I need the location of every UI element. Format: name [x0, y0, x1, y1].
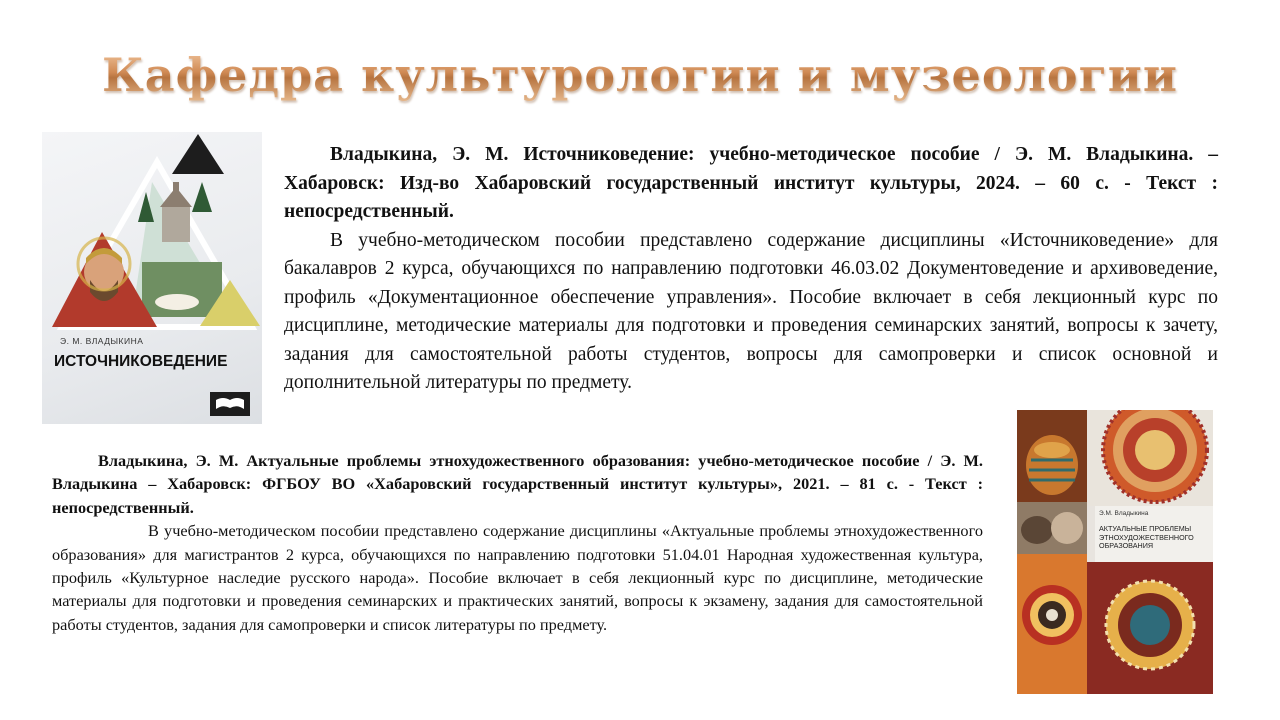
book2-citation: Владыкина, Э. М. Актуальные проблемы этнохудожественного образования: учебно-методическое пособие / Э. М. Владыкина – Хабаровск: ФГБОУ ВО «Хабаровский государственный институт культуры», 2021. – 81 с. - Текст : непосредственный. — [52, 451, 983, 517]
book2-description: В учебно-методическом пособии представлено содержание дисциплины «Актуальные проблемы этнохудожественного образования» для магистрантов 2 курса, обучающихся по направлению подготовки 51.04.01 Народная художественная культура, профиль «Культурное наследие русского народа». Пособие включает в себя лекционный курс по дисциплине, методические материалы для подготовки и проведения семинарских и практических занятий, вопросы к экзамену, задания для самостоятельной работы студентов, задания для самопроверки и список литературы по предмету. — [52, 521, 983, 634]
cover-title: ИСТОЧНИКОВЕДЕНИЕ — [54, 353, 228, 370]
page-title: Кафедра культурологии и музеологии — [0, 48, 1280, 102]
open-book-icon — [210, 392, 250, 416]
book1-citation: Владыкина, Э. М. Источниковедение: учебно-методическое пособие / Э. М. Владыкина. – Хабаровск: Изд-во Хабаровский государственный институт культуры, 2024. – 60 с. - Текст : непосредственный. — [284, 144, 1218, 222]
cover-author: Э. М. ВЛАДЫКИНА — [60, 336, 144, 346]
book-cover-ethnoart-education — [1017, 410, 1213, 694]
cover2-title: АКТУАЛЬНЫЕ ПРОБЛЕМЫ ЭТНОХУДОЖЕСТВЕННОГО ОБРАЗОВАНИЯ — [1099, 524, 1194, 550]
yellow-triangle-shape — [200, 280, 260, 326]
book2-text-block — [52, 449, 983, 636]
cover2-author: Э.М. Владыкина — [1099, 510, 1149, 517]
book1-description: В учебно-методическом пособии представлено содержание дисциплины «Источниковедение» для бакалавров 2 курса, обучающихся по направлению подготовки 46.03.02 Документоведение и архивоведение, профиль «Документационное обеспечение управления». Пособие включает в себя лекционный курс по дисциплине, методические материалы для подготовки и проведения семинарских занятий, вопросы к зачету, задания для самостоятельной работы студентов, вопросы для самопроверки и список основной и дополнительной литературы по предмету. — [284, 229, 1218, 393]
book-cover-source-studies — [42, 132, 262, 424]
black-triangle-shape — [172, 134, 224, 174]
book1-text-block — [284, 141, 1218, 398]
